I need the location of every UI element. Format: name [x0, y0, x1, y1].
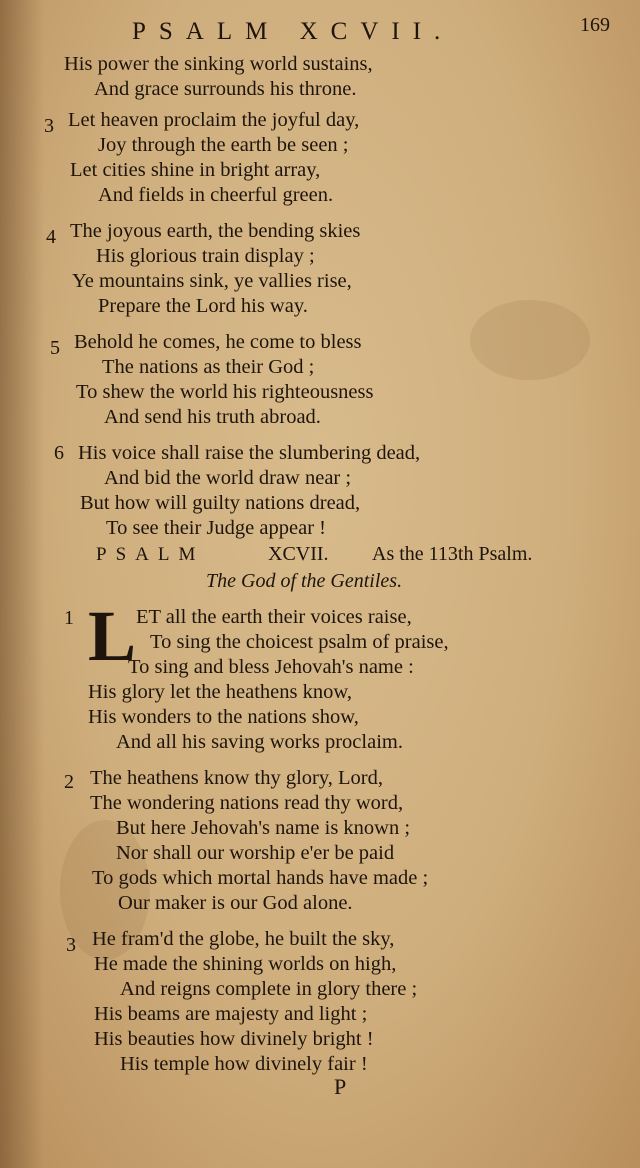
verse-line: And fields in cheerful green. [98, 184, 334, 206]
verse-line: 3 Let heaven proclaim the joyful day, [44, 109, 360, 137]
stanza-number: 3 [66, 934, 76, 956]
stanza [0, 596, 640, 755]
verse-line: His beauties how divinely bright ! [94, 1028, 374, 1050]
stanza-number: 2 [64, 771, 74, 793]
verse-line: 3 He fram'd the globe, he built the sky, [66, 928, 395, 956]
verse-line: 5 Behold he comes, he come to bless [50, 331, 362, 359]
verse-line: To shew the world his righteousness [76, 381, 374, 403]
verse-line: His glory let the heathens know, [88, 681, 352, 703]
stanza-number: 4 [46, 226, 56, 248]
page-header [0, 14, 640, 48]
verse-line: Let cities shine in bright array, [70, 159, 321, 181]
verse-line: His glorious train display ; [96, 245, 315, 267]
verse-line: To gods which mortal hands have made ; [92, 867, 429, 889]
verse-line: But how will guilty nations dread, [80, 492, 361, 514]
verse-line: His power the sinking world sustains, [64, 53, 373, 75]
psalm-text [0, 52, 640, 1077]
signature-mark: P [334, 1074, 347, 1099]
verse-line: The wondering nations read thy word, [90, 792, 404, 814]
psalm-heading [0, 541, 640, 568]
verse-line: And grace surrounds his throne. [94, 78, 357, 100]
verse-line: To see their Judge appear ! [106, 517, 326, 539]
verse-line: To sing and bless Jehovah's name : [128, 656, 414, 678]
page-number: 169 [580, 14, 610, 36]
verse-line: The nations as their God ; [102, 356, 315, 378]
verse-line: His wonders to the nations show, [88, 706, 359, 728]
verse-line: But here Jehovah's name is known ; [116, 817, 411, 839]
verse-line: Nor shall our worship e'er be paid [116, 842, 395, 864]
verse-line: And all his saving works proclaim. [116, 731, 403, 753]
verse-line: His beams are majesty and light ; [94, 1003, 368, 1025]
stanza-number: 1 [64, 607, 74, 629]
running-title: PSALM XCVII. [132, 18, 454, 45]
verse-line: 6 His voice shall raise the slumbering dead, [54, 442, 421, 464]
verse-line: ET all the earth their voices raise, [136, 606, 412, 628]
psalm-numeral: XCVII. [268, 543, 329, 565]
verse-line: To sing the choicest psalm of praise, [150, 631, 449, 653]
verse-line: Our maker is our God alone. [118, 892, 353, 914]
stanza-number: 6 [54, 442, 64, 464]
verse-line: He made the shining worlds on high, [94, 953, 397, 975]
verse-line: And reigns complete in glory there ; [120, 978, 418, 1000]
verse-line: And send his truth abroad. [104, 406, 321, 428]
verse-line: 4 The joyous earth, the bending skies [46, 220, 361, 248]
verse-line: Ye mountains sink, ye vallies rise, [72, 270, 352, 292]
verse-line: 2 The heathens know thy glory, Lord, [64, 767, 384, 793]
stanza-number: 5 [50, 337, 60, 359]
verse-line: And bid the world draw near ; [104, 467, 352, 489]
verse-line: Joy through the earth be seen ; [98, 134, 349, 156]
verse-line: Prepare the Lord his way. [98, 295, 308, 317]
drop-cap: L [88, 596, 137, 676]
psalm-subtitle: The God of the Gentiles. [206, 570, 403, 592]
tune-direction: As the 113th Psalm. [372, 543, 533, 565]
verse-line: His temple how divinely fair ! [120, 1053, 368, 1075]
stanza-number: 3 [44, 115, 54, 137]
psalm-label: PSALM [96, 544, 205, 565]
